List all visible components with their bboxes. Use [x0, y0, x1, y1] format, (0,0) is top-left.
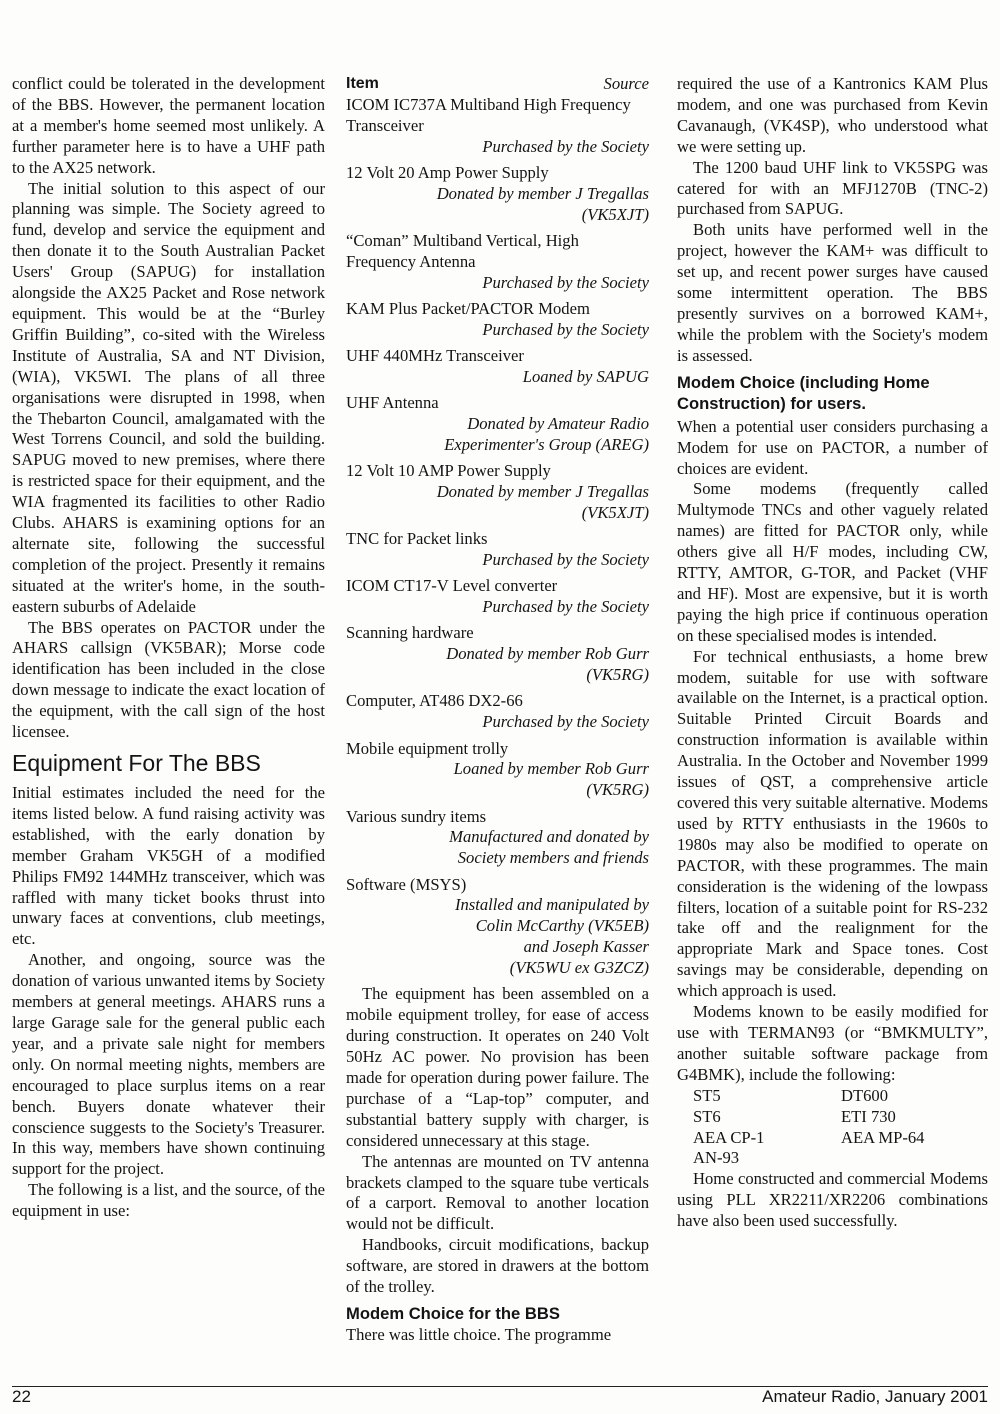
equipment-name: Scanning hardware — [346, 623, 474, 643]
equipment-source: Purchased by the Society — [482, 136, 649, 156]
modem-model: AEA CP-1 — [693, 1127, 765, 1147]
equipment-source: Donated by member J Tregallas (VK5XJT) — [436, 183, 649, 224]
column-3 — [677, 74, 988, 1232]
item-column-header: Item — [346, 75, 379, 92]
equipment-table-header — [346, 74, 649, 95]
equipment-name: ICOM IC737A Multiband High Frequency Transceiver — [346, 94, 631, 135]
paragraph: Another, and ongoing, source was the donation of various unwanted items by Society members at general meetings. AHARS runs a large Garage sale for the general public each year, and a private sale night for members only. On normal meeting nights, members are encouraged to place surplus items on a rear bench. Buyers donate whatever their conscience suggests to the Society's Treasurer. In this way, members have shown continuing support for the project. — [12, 950, 325, 1179]
equipment-source: Purchased by the Society — [482, 319, 649, 339]
equipment-name: KAM Plus Packet/PACTOR Modem — [346, 298, 590, 318]
equipment-source: Purchased by the Society — [482, 712, 649, 732]
subsection-heading: Modem Choice for the BBS — [346, 1304, 560, 1323]
equipment-source: Donated by Amateur Radio Experimenter's Group (AREG) — [444, 414, 649, 454]
equipment-name: “Coman” Multiband Vertical, High Frequency Antenna — [346, 230, 579, 271]
paragraph: For technical enthusiasts, a home brew modem, suitable for use with software available on the Internet, is a practical option. Suitable Printed Circuit Boards and construction information is available within Australia. In the October and November 1999 issues of QST, a comprehensive article covered this very suitable alternative. Modems used by RTTY enthusiasts in the 1960s to 1980s may also be modified to operate on PACTOR, with these programmes. The main consideration is the widening of the lowpass filters, location of a suitable point for RS-232 take off and the realignment for the appropriate Mark and Space tones. Cost savings may be considerable, depending on which approach is used. — [677, 646, 988, 1001]
equipment-name: Computer, AT486 DX2-66 — [346, 691, 523, 711]
magazine-issue: Amateur Radio, January 2001 — [762, 1387, 988, 1406]
source-column-header: Source — [603, 74, 649, 93]
equipment-source: Loaned by SAPUG — [522, 366, 649, 386]
paragraph: required the use of a Kantronics KAM Plus modem, and one was purchased from Kevin Cavanaugh, (VK4SP), who understood what we were setting up. — [677, 74, 988, 156]
equipment-item — [346, 529, 649, 571]
equipment-source: Manufactured and donated by Society members and friends — [449, 827, 649, 868]
paragraph: The initial solution to this aspect of our planning was simple. The Society agreed to fund, develop and service the equipment and then donate it to the South Australian Packet Users' Group (SAPUG) for installation alongside the AX25 Packet and Rose network equipment. This would be at the “Burley Griffin Building”, co-sited with the Wireless Institute of Australia, SA and NT Division, (WIA), VK5WI. The plans of all three organisations were disrupted in 1998, when the Thebarton Council, amalgamated with the West Torrens Council, and sold the building. SAPUG moved to new premises, where there is restricted space for their equipment, and the WIA fragmented its facilities to other Radio Clubs. AHARS is examining options for an alternate site, following the successful completion of the project. Presently it remains situated at the writer's home, in the south-eastern suburbs of Adelaide — [12, 178, 325, 616]
equipment-item — [346, 299, 649, 341]
subsection-heading: Modem Choice (including Home Construction) for users. — [677, 372, 930, 413]
modem-list — [677, 1086, 988, 1170]
modem-model: AN-93 — [693, 1148, 740, 1168]
equipment-source: Purchased by the Society — [482, 272, 649, 292]
equipment-item — [346, 691, 649, 733]
equipment-name: 12 Volt 20 Amp Power Supply — [346, 162, 549, 182]
paragraph: conflict could be tolerated in the development of the BBS. However, the permanent location at a member's home seemed most unlikely. A further parameter here is to have a UHF path to the AX25 network. — [12, 74, 325, 177]
column-2 — [346, 74, 649, 1346]
equipment-name: Mobile equipment trolly — [346, 738, 509, 758]
equipment-name: 12 Volt 10 AMP Power Supply — [346, 461, 551, 481]
equipment-item — [346, 576, 649, 618]
paragraph: There was little choice. The programme — [346, 1325, 612, 1344]
section-heading: Equipment For The BBS — [12, 750, 261, 776]
equipment-name: ICOM CT17-V Level converter — [346, 576, 558, 596]
modem-model: ETI 730 — [841, 1106, 896, 1126]
paragraph: The antennas are mounted on TV antenna brackets clamped to the square tube verticals of a carport. Removal to another location would not be difficult. — [346, 1151, 649, 1234]
equipment-item — [346, 623, 649, 686]
paragraph: The following is a list, and the source, of the equipment in use: — [12, 1180, 325, 1221]
modem-model: DT600 — [841, 1085, 889, 1105]
modem-model: ST5 — [693, 1085, 721, 1105]
equipment-name: TNC for Packet links — [346, 529, 488, 549]
paragraph: The 1200 baud UHF link to VK5SPG was catered for with an MFJ1270B (TNC-2) purchased from SAPUG. — [677, 157, 988, 219]
equipment-item — [346, 739, 649, 802]
page-number: 22 — [12, 1387, 31, 1406]
paragraph: Some modems (frequently called Multymode TNCs and other vaguely related names) are fitted for PACTOR only, while others give all H/F modes, including CW, RTTY, AMTOR, G-TOR, and Packet (VHF and HF). Most are expensive, but it is worth paying the high price if continuous operation on these specialised modes is intended. — [677, 479, 988, 645]
paragraph: Handbooks, circuit modifications, backup software, are stored in drawers at the bottom of the trolley. — [346, 1235, 649, 1297]
equipment-item — [346, 231, 649, 294]
equipment-item — [346, 346, 649, 388]
column-1 — [12, 74, 325, 1222]
equipment-item — [346, 163, 649, 226]
paragraph: Initial estimates included the need for the items listed below. A fund raising activity was established, with the early donation by member Graham VK5GH of a modified Philips FM92 144MHz transceiver, which was raffled with many ticket books thrust into unwary faces at conventions, club meetings, etc. — [12, 783, 325, 949]
equipment-item — [346, 393, 649, 456]
equipment-source: Donated by member J Tregallas (VK5XJT) — [436, 482, 649, 522]
equipment-item — [346, 95, 649, 158]
equipment-source: Loaned by member Rob Gurr (VK5RG) — [453, 759, 649, 800]
equipment-source: Purchased by the Society — [482, 550, 649, 570]
equipment-source: Installed and manipulated by Colin McCarthy (VK5EB) and Joseph Kasser (VK5WU ex G3ZCZ) — [454, 895, 649, 978]
paragraph: The BBS operates on PACTOR under the AHARS callsign (VK5BAR); Morse code identification has been included in the close down message to indicate the exact location of the equipment, with the call sign of the host licensee. — [12, 617, 325, 742]
equipment-list — [346, 95, 649, 979]
equipment-item — [346, 807, 649, 870]
paragraph: The equipment has been assembled on a mobile equipment trolley, for ease of access during construction. It operates on 240 Volt 50Hz AC power. No provision has been made for operation during power failure. The purchase of a “Lap-top” computer, and substantial battery supply with charger, is considered unnecessary at this stage. — [346, 984, 649, 1150]
equipment-name: Software (MSYS) — [346, 874, 467, 894]
equipment-name: UHF 440MHz Transceiver — [346, 346, 524, 366]
paragraph: Modems known to be easily modified for use with TERMAN93 (or “BMKMULTY”, another suitable software package from G4BMK), include the following: — [677, 1002, 988, 1084]
paragraph: When a potential user considers purchasing a Modem for use on PACTOR, a number of choices are evident. — [677, 416, 988, 478]
equipment-name: UHF Antenna — [346, 393, 439, 413]
paragraph: Both units have performed well in the project, however the KAM+ was difficult to set up, and recent power surges have caused some intermittent operation. The BBS presently survives on a borrowed KAM+, while the problem with the Society's modem is assessed. — [677, 220, 988, 365]
modem-model: ST6 — [693, 1106, 721, 1126]
equipment-item — [346, 461, 649, 524]
equipment-name: Various sundry items — [346, 806, 487, 826]
equipment-item — [346, 875, 649, 980]
equipment-source: Donated by member Rob Gurr (VK5RG) — [446, 644, 649, 685]
equipment-source: Purchased by the Society — [482, 597, 649, 617]
paragraph: Home constructed and commercial Modems using PLL XR2211/XR2206 combinations have also been used successfully. — [677, 1169, 988, 1231]
modem-model: AEA MP-64 — [841, 1127, 925, 1147]
